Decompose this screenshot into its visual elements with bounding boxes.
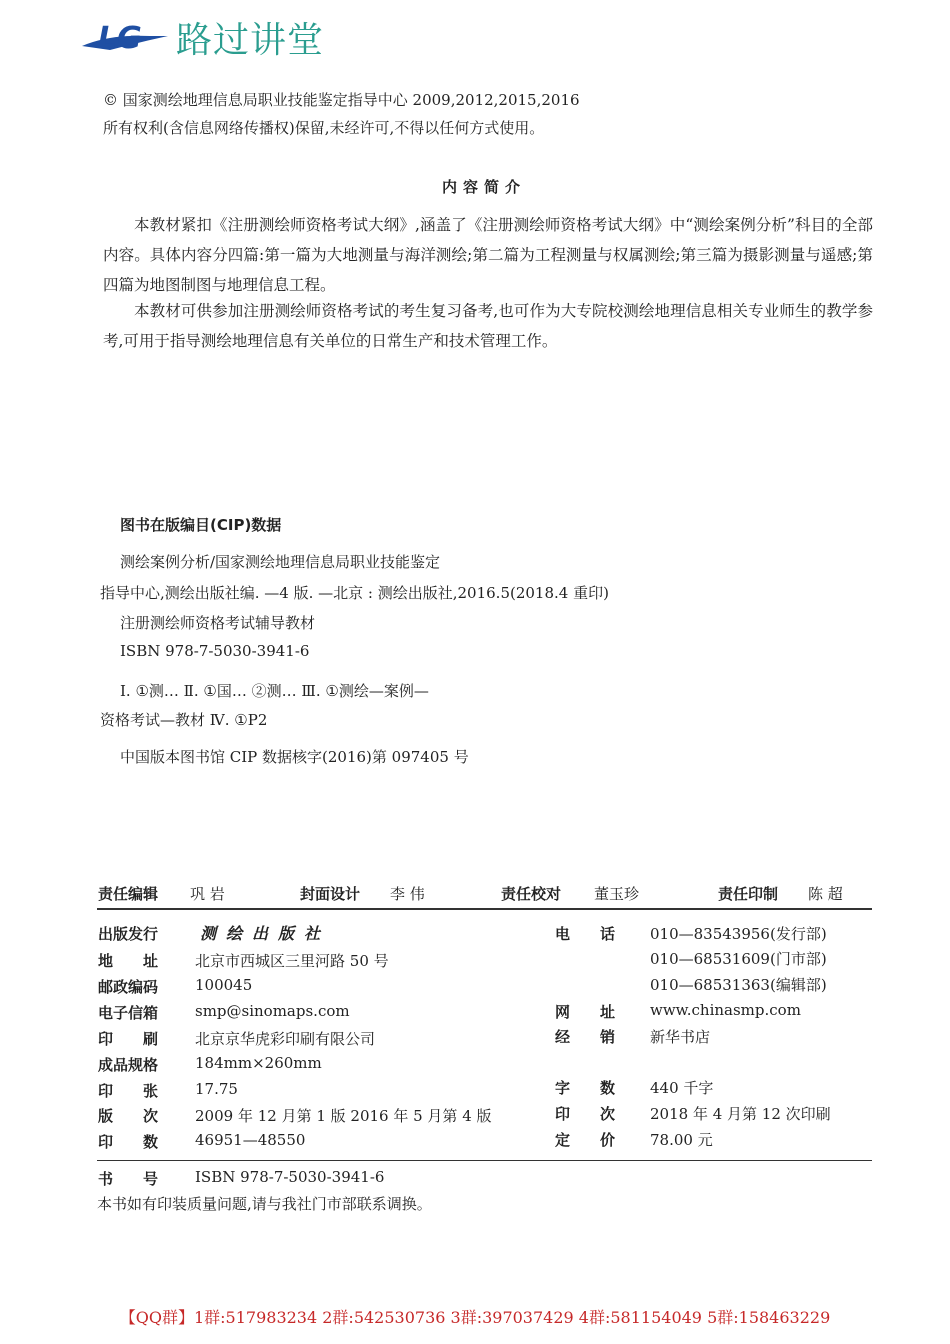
word-count-value: 440 千字 [650,1079,714,1097]
postcode-label: 邮政编码 [98,978,159,996]
summary-paragraph-2: 本教材可供参加注册测绘师资格考试的考生复习备考,也可作为大专院校测绘地理信息相关专业师生的教学参考,可用于指导测绘地理信息有关单位的日常生产和技术管理工作。 [103,302,873,350]
rights-line: 所有权利(含信息网络传播权)保留,未经许可,不得以任何方式使用。 [103,119,545,137]
proofreader-name: 董玉珍 [594,885,640,903]
size-label: 成品规格 [98,1056,159,1074]
word-count-label: 字数 [555,1079,646,1097]
divider [97,908,872,910]
cover-designer-name: 李 伟 [390,885,425,903]
sheets-value: 17.75 [195,1080,238,1098]
cip-classification: Ⅰ. ①测… Ⅱ. ①国… ②测… Ⅲ. ①测绘—案例— [120,682,429,700]
size-value: 184mm×260mm [195,1054,322,1072]
publisher-name: 测绘出版社 [200,924,331,943]
price-value: 78.00 元 [650,1131,713,1149]
cip-isbn: ISBN 978-7-5030-3941-6 [120,642,310,660]
copies-label: 印数 [98,1133,189,1151]
impression-value: 2018 年 4 月第 12 次印刷 [650,1105,831,1123]
cip-line: 测绘案例分析/国家测绘地理信息局职业技能鉴定 [120,553,441,571]
lg-logo-icon [80,16,170,60]
cip-classification: 资格考试—教材 Ⅳ. ①P2 [100,711,268,729]
distributor-value: 新华书店 [650,1028,711,1046]
isbn-value: ISBN 978-7-5030-3941-6 [195,1168,385,1186]
address-value: 北京市西城区三里河路 50 号 [195,952,389,970]
logo-text: 路过讲堂 [176,20,325,61]
address-label: 地址 [98,952,189,970]
phone-editorial: 010—68531363(编辑部) [650,976,827,994]
website-value: www.chinasmp.com [650,1001,801,1019]
cip-title: 图书在版编目(CIP)数据 [120,516,282,534]
editor-label: 责任编辑 [98,885,159,903]
cover-designer-label: 封面设计 [300,885,361,903]
phone-store: 010—68531609(门市部) [650,950,827,968]
cip-line: 注册测绘师资格考试辅导教材 [120,614,316,632]
svg-text:LG: LG [98,20,142,56]
editor-name: 巩 岩 [190,885,225,903]
email-label: 电子信箱 [98,1004,159,1022]
edition-value: 2009 年 12 月第 1 版 2016 年 5 月第 4 版 [195,1107,492,1125]
print-supervisor-label: 责任印制 [718,885,779,903]
copies-value: 46951—48550 [195,1131,306,1149]
isbn-label: 书号 [98,1170,189,1188]
phone-label: 电话 [555,925,646,943]
logo [80,12,324,63]
postcode-value: 100045 [195,976,253,994]
edition-label: 版次 [98,1107,189,1125]
cip-record-number: 中国版本图书馆 CIP 数据核字(2016)第 097405 号 [120,748,469,766]
publisher-label: 出版发行 [98,925,159,943]
cip-line: 指导中心,测绘出版社编. —4 版. —北京 : 测绘出版社,2016.5(2018.4 重印) [100,584,609,602]
summary-paragraph-1: 本教材紧扣《注册测绘师资格考试大纲》,涵盖了《注册测绘师资格考试大纲》中“测绘案例分析”科目的全部内容。具体内容分四篇:第一篇为大地测量与海洋测绘;第二篇为工程测量与权属测绘;第三篇为摄影测量与遥感;第四篇为地图制图与地理信息工程。 [103,216,873,294]
printer-label: 印刷 [98,1030,189,1048]
impression-label: 印次 [555,1105,646,1123]
website-label: 网址 [555,1003,646,1021]
phone-sales: 010—83543956(发行部) [650,925,827,943]
proofreader-label: 责任校对 [501,885,562,903]
summary-title: 内容简介 [442,178,527,196]
email-value: smp@sinomaps.com [195,1002,350,1020]
copyright-line: © 国家测绘地理信息局职业技能鉴定指导中心 2009,2012,2015,2016 [103,91,580,109]
printer-value: 北京京华虎彩印刷有限公司 [195,1030,376,1048]
sheets-label: 印张 [98,1082,189,1100]
quality-notice: 本书如有印装质量问题,请与我社门市部联系调换。 [97,1195,432,1213]
qq-group-footer: 【QQ群】1群:517983234 2群:542530736 3群:397037429 4群:581154049 5群:158463229 [119,1308,831,1327]
print-supervisor-name: 陈 超 [808,885,843,903]
price-label: 定价 [555,1131,646,1149]
distributor-label: 经销 [555,1028,646,1046]
divider [97,1160,872,1161]
